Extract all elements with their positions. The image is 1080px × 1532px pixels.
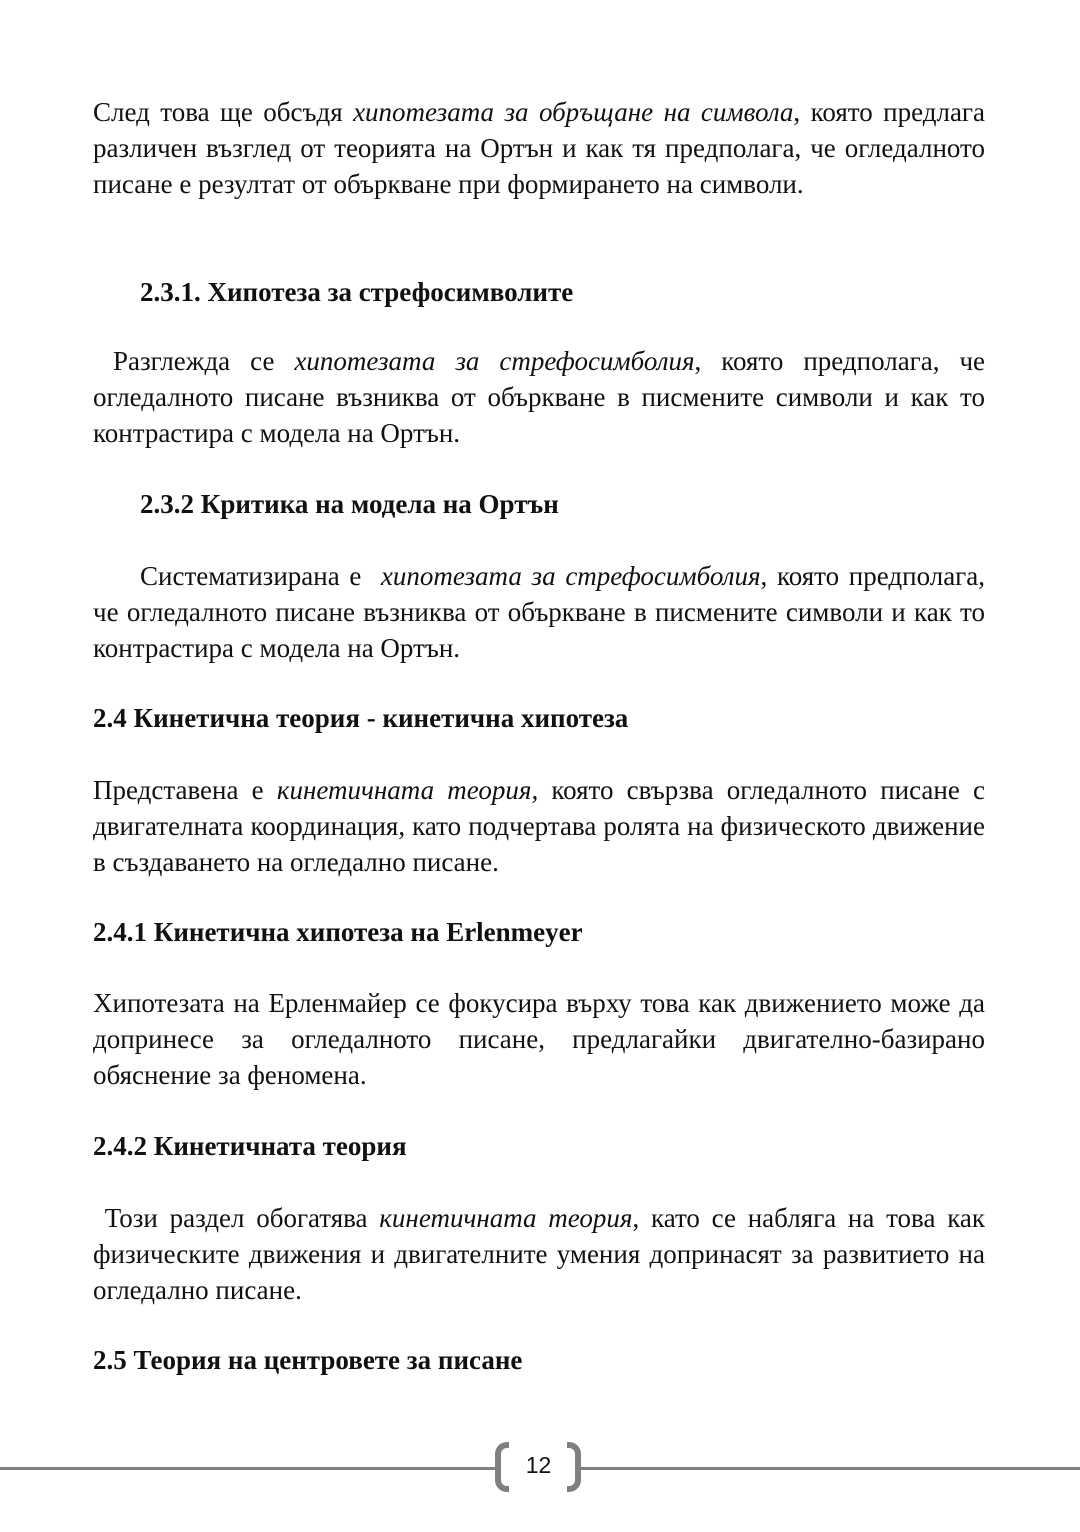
section-heading: 2.4.2 Кинетичната теория <box>93 1131 407 1161</box>
text: , която предполага, че огледалното писане възниква от объркване в писмените символи и как то контрастира с модела на Ортън. <box>93 561 985 663</box>
text: , която предполага, че огледалното писане възниква от объркване в писмените символи и как то контрастира с модела на Ортън. <box>93 346 986 448</box>
italic-text: кинетичната теория, <box>276 775 539 805</box>
text: Хипотезата на Ерленмайер се фокусира върху това как движението може да допринесе за огледалното писане, предлагайки двигателно-базирано обяснение за феномена. <box>93 988 985 1090</box>
paragraph <box>93 1200 985 1308</box>
section-heading: 2.3.1. Хипотеза за стрефосимволите <box>140 277 574 307</box>
footer-rule-left <box>0 1467 496 1470</box>
section-heading: 2.4.1 Кинетична хипотеза на Erlenmeyer <box>93 917 583 947</box>
paragraph <box>93 985 985 1093</box>
italic-text: кинетичната теория <box>379 1203 633 1233</box>
italic-text: хипотезата за обръщане на символа <box>353 97 794 127</box>
footer-rule-right <box>580 1467 1080 1470</box>
text: Разглежда се <box>93 346 295 376</box>
page-number: 12 <box>525 1452 552 1478</box>
text: , която предлага различен възглед от теорията на Ортън и как тя предполага, че огледалното писане е резултат от объркване при формирането на символи. <box>93 97 985 199</box>
section-heading: 2.3.2 Критика на модела на Ортън <box>140 489 559 519</box>
text: След това ще обсъдя <box>93 97 354 127</box>
text: Систематизирана е <box>140 561 381 591</box>
paragraph <box>93 343 985 451</box>
text: , като се набляга на това как физическите движения и двигателните умения допринасят за развитието на огледално писане. <box>93 1203 985 1305</box>
paragraph <box>93 94 985 202</box>
section-heading: 2.5 Теория на центровете за писане <box>93 1345 523 1375</box>
text: Този раздел обогатява <box>93 1203 380 1233</box>
text: Представена е <box>93 775 277 805</box>
section-heading: 2.4 Кинетична теория - кинетична хипотеза <box>93 703 629 733</box>
paragraph <box>93 558 985 666</box>
italic-text: хипотезата за стрефосимболия <box>380 561 761 591</box>
right-bracket-icon <box>567 1442 581 1492</box>
left-bracket-icon <box>495 1442 509 1492</box>
text: която свързва огледалното писане с двигателната координация, като подчертава ролята на физическото движение в създаването на огледално писане. <box>93 775 986 877</box>
paragraph <box>93 772 985 880</box>
italic-text: хипотезата за стрефосимболия <box>294 346 695 376</box>
